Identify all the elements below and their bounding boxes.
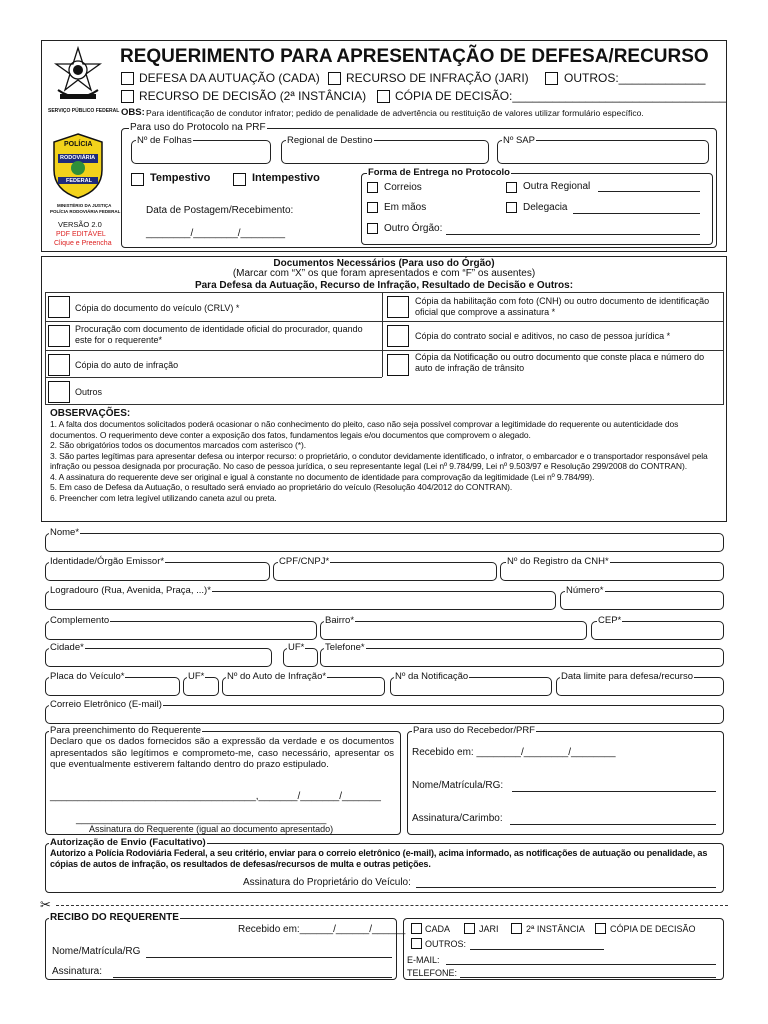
checkbox-doc-notificacao[interactable] bbox=[387, 354, 409, 376]
cidade-label: Cidade* bbox=[50, 642, 84, 653]
sap-label: Nº SAP bbox=[503, 135, 535, 146]
recebedor-assinatura-label: Assinatura/Carimbo: bbox=[412, 813, 503, 824]
outra-regional-label: Outra Regional bbox=[523, 181, 591, 192]
email-label: Correio Eletrônico (E-mail) bbox=[50, 699, 162, 710]
recebedor-nome-line[interactable] bbox=[512, 791, 716, 792]
obs-item: 1. A falta dos documentos solicitados poderá ocasionar o não conhecimento do pleito, caso não seja possível comprovar a legitimidade do requerente ou autenticidade dos documentos. O requerimento deve conter a exposição dos fatos, fundamentos legais e/ou documentos que comprovem o alegado. bbox=[50, 419, 679, 440]
recibo-email-line[interactable] bbox=[446, 964, 716, 965]
recebedor-legend: Para uso do Recebedor/PRF bbox=[413, 725, 535, 736]
bairro-field[interactable] bbox=[320, 621, 587, 640]
cnh-label: Nº do Registro da CNH* bbox=[507, 556, 609, 567]
grid-vline bbox=[382, 292, 383, 377]
checkbox-defesa-autuacao[interactable] bbox=[121, 72, 134, 85]
obs-label: OBS: bbox=[121, 107, 145, 118]
uf-veiculo-label: UF* bbox=[188, 671, 205, 682]
recibo-jari-label: JARI bbox=[479, 924, 499, 934]
doc-outros-label: Outros bbox=[75, 387, 103, 397]
option-copia-decisao: CÓPIA DE DECISÃO:________________________________ bbox=[395, 89, 726, 103]
observacoes-title: OBSERVAÇÕES: bbox=[50, 408, 131, 419]
recibo-email-label: E-MAIL: bbox=[407, 955, 440, 965]
option-outros: OUTROS:_____________ bbox=[564, 71, 706, 85]
notificacao-label: Nº da Notificação bbox=[395, 671, 469, 682]
logradouro-label: Logradouro (Rua, Avenida, Praça, ...)* bbox=[50, 585, 211, 596]
documentos-section: Para Defesa da Autuação, Recurso de Infração, Resultado de Decisão e Outros: bbox=[194, 280, 574, 291]
documentos-subtitle: (Marcar com “X” os que foram apresentados e com “F” os ausentes) bbox=[232, 268, 536, 279]
option-recurso-infracao: RECURSO DE INFRAÇÃO (JARI) bbox=[346, 71, 529, 85]
checkbox-intempestivo[interactable] bbox=[233, 173, 246, 186]
checkbox-correios[interactable] bbox=[367, 182, 378, 193]
bairro-label: Bairro* bbox=[325, 615, 355, 626]
doc-cnh-label: Cópia da habilitação com foto (CNH) ou outro documento de identificação oficial que comprove a assinatura * bbox=[415, 296, 710, 317]
recibo-recebido[interactable]: Recebido em:______/______/______ bbox=[238, 924, 406, 935]
checkbox-copia-decisao[interactable] bbox=[377, 90, 390, 103]
delegacia-label: Delegacia bbox=[523, 202, 568, 213]
recibo-outros-line[interactable] bbox=[470, 949, 604, 950]
checkbox-doc-auto[interactable] bbox=[48, 354, 70, 376]
checkbox-em-maos[interactable] bbox=[367, 202, 378, 213]
recibo-nome-line[interactable] bbox=[146, 957, 392, 958]
coat-of-arms-icon bbox=[50, 46, 106, 106]
checkbox-recibo-outros[interactable] bbox=[411, 938, 422, 949]
checkbox-outros[interactable] bbox=[545, 72, 558, 85]
badge-top-text: POLÍCIA bbox=[64, 141, 93, 148]
telefone-field[interactable] bbox=[320, 648, 724, 667]
data-postagem-label: Data de Postagem/Recebimento: bbox=[146, 205, 294, 216]
servico-publico-label: SERVIÇO PÚBLICO FEDERAL bbox=[48, 108, 120, 114]
obs-item: 5. Em caso de Defesa da Autuação, o resultado será enviado ao proprietário do veículo (Resolução 404/2012 do CONTRAN). bbox=[50, 482, 513, 492]
autorizacao-text: Autorizo a Polícia Rodoviária Federal, a seu critério, enviar para o correio eletrônico (e-mail), acima informado, as notificações de autuação ou penalidade, as cópias de autos de infração, os resultados de defesas/recursos de multa e outras petições. bbox=[50, 848, 708, 869]
uf-label: UF* bbox=[288, 642, 305, 653]
telefone-label: Telefone* bbox=[325, 642, 365, 653]
checkbox-doc-procuracao[interactable] bbox=[48, 325, 70, 347]
complemento-label: Complemento bbox=[50, 615, 110, 626]
option-defesa-autuacao: DEFESA DA AUTUAÇÃO (CADA) bbox=[139, 71, 320, 85]
recibo-assinatura-label: Assinatura: bbox=[52, 966, 103, 977]
recibo-telefone-line[interactable] bbox=[460, 977, 716, 978]
outro-orgao-label: Outro Órgão: bbox=[384, 223, 443, 234]
requerente-sign-line[interactable]: _____________________________________,_______/_______/_______ bbox=[50, 791, 381, 802]
identidade-label: Identidade/Órgão Emissor* bbox=[50, 556, 165, 567]
autorizacao-assinatura-line[interactable] bbox=[416, 887, 716, 888]
grid-hline-1 bbox=[45, 321, 724, 322]
checkbox-doc-contrato[interactable] bbox=[387, 325, 409, 347]
checkbox-recibo-copia[interactable] bbox=[595, 923, 606, 934]
checkbox-doc-outros[interactable] bbox=[48, 381, 70, 403]
tempestivo-label: Tempestivo bbox=[150, 172, 211, 184]
checkbox-recurso-decisao[interactable] bbox=[121, 90, 134, 103]
em-maos-label: Em mãos bbox=[384, 202, 427, 213]
recibo-title: RECIBO DO REQUERENTE bbox=[50, 912, 179, 923]
pdf-editavel-label: PDF EDITÁVEL bbox=[56, 231, 106, 238]
cut-line bbox=[56, 905, 728, 906]
cpf-label: CPF/CNPJ* bbox=[279, 556, 330, 567]
declaracao-text: Declaro que os dados fornecidos são a expressão da verdade e os documentos apresentados são legítimos e comprometo-me, caso necessário, apresentar os que eventualmente estiverem faltando dentro do prazo estipulado. bbox=[50, 736, 394, 770]
requerente-sign-blank[interactable]: _____________________________________________ bbox=[76, 814, 327, 825]
protocolo-legend: Para uso do Protocolo na PRF bbox=[130, 122, 266, 133]
intempestivo-label: Intempestivo bbox=[252, 172, 320, 184]
clique-label: Clique e Preencha bbox=[54, 240, 112, 247]
autorizacao-assinatura-label: Assinatura do Proprietário do Veículo: bbox=[243, 877, 411, 888]
data-limite-label: Data limite para defesa/recurso bbox=[561, 671, 694, 682]
badge-bot-text: FEDERAL bbox=[66, 178, 92, 184]
recibo-cada-label: CADA bbox=[425, 924, 451, 934]
recibo-outros-label: OUTROS: bbox=[425, 939, 467, 949]
checkbox-outro-orgao[interactable] bbox=[367, 223, 378, 234]
recebedor-recebido[interactable]: Recebido em: ________/________/________ bbox=[412, 747, 616, 758]
observacoes-list bbox=[50, 419, 722, 503]
versao-label: VERSÃO 2.0 bbox=[58, 220, 102, 229]
recebedor-assinatura-line[interactable] bbox=[510, 824, 716, 825]
numero-label: Número* bbox=[566, 585, 604, 596]
obs-item: 3. São partes legítimas para apresentar defesa ou interpor recurso: o proprietário, o condutor devidamente identificado, o infrator, o embarcador e o transportador responsável pela infração ou pessoa designada por procuração. No caso de pessoa jurídica, o seu representante legal (Lei nº 9.784/99, Lei nº 9.503/97 e Resolução 299/2008 do CONTRAN). bbox=[50, 450, 708, 471]
recibo-telefone-label: TELEFONE: bbox=[407, 968, 458, 978]
checkbox-outra-regional[interactable] bbox=[506, 182, 517, 193]
doc-procuracao-label: Procuração com documento de identidade oficial do procurador, quando este for o requerente* bbox=[75, 324, 363, 345]
checkbox-recibo-cada[interactable] bbox=[411, 923, 422, 934]
cep-label: CEP* bbox=[598, 615, 622, 626]
obs-text: Para identificação de condutor infrator; pedido de penalidade de advertência ou restituição de valores utilizar formulário específico. bbox=[146, 108, 644, 118]
doc-contrato-label: Cópia do contrato social e aditivos, no caso de pessoa jurídica * bbox=[415, 331, 671, 341]
checkbox-tempestivo[interactable] bbox=[131, 173, 144, 186]
checkbox-doc-cnh[interactable] bbox=[387, 296, 409, 318]
delegacia-line[interactable] bbox=[573, 213, 700, 214]
placa-label: Placa do Veículo* bbox=[50, 671, 125, 682]
forma-entrega-legend: Forma de Entrega no Protocolo bbox=[368, 167, 510, 178]
correios-label: Correios bbox=[384, 182, 422, 193]
documentos-title: Documentos Necessários (Para uso do Órgão) bbox=[273, 258, 495, 269]
ministerio-line1: MINISTÉRIO DA JUSTIÇA bbox=[57, 203, 112, 208]
option-recurso-decisao: RECURSO DE DECISÃO (2ª INSTÂNCIA) bbox=[139, 89, 367, 103]
checkbox-recibo-segunda[interactable] bbox=[511, 923, 522, 934]
regional-destino-label: Regional de Destino bbox=[287, 135, 373, 146]
checkbox-recurso-infracao[interactable] bbox=[328, 72, 341, 85]
folhas-label: Nº de Folhas bbox=[137, 135, 192, 146]
grid-hline-3 bbox=[45, 377, 382, 378]
obs-item: 2. São obrigatórios todos os documentos marcados com asterisco (*). bbox=[50, 440, 306, 450]
outra-regional-line[interactable] bbox=[598, 191, 700, 192]
requerente-assinatura-label: Assinatura do Requerente (igual ao documento apresentado) bbox=[89, 824, 334, 834]
nome-field[interactable] bbox=[45, 533, 724, 552]
autorizacao-legend: Autorização de Envio (Facultativo) bbox=[50, 837, 206, 848]
outro-orgao-line[interactable] bbox=[446, 234, 700, 235]
recebedor-nome-label: Nome/Matrícula/RG: bbox=[412, 780, 504, 791]
ministerio-line2: POLÍCIA RODOVIÁRIA FEDERAL bbox=[50, 209, 121, 214]
data-postagem-blank[interactable]: ________/________/________ bbox=[146, 228, 286, 239]
checkbox-doc-crlv[interactable] bbox=[48, 296, 70, 318]
recibo-nome-label: Nome/Matrícula/RG bbox=[52, 946, 141, 957]
recibo-segunda-label: 2ª INSTÂNCIA bbox=[526, 924, 585, 934]
doc-notificacao-label: Cópia da Notificação ou outro documento que conste placa e número do auto de infração de trânsito bbox=[415, 352, 705, 373]
doc-auto-label: Cópia do auto de infração bbox=[75, 360, 179, 370]
page-title: REQUERIMENTO PARA APRESENTAÇÃO DE DEFESA/RECURSO bbox=[120, 46, 709, 67]
auto-infracao-label: Nº do Auto de Infração* bbox=[227, 671, 327, 682]
scissors-icon: ✂ bbox=[40, 897, 51, 912]
obs-item: 6. Preencher com letra legível utilizando caneta azul ou preta. bbox=[50, 492, 277, 503]
recibo-assinatura-line[interactable] bbox=[113, 977, 392, 978]
doc-crlv-label: Cópia do documento do veículo (CRLV) * bbox=[75, 303, 240, 313]
nome-label: Nome* bbox=[50, 527, 80, 538]
checkbox-delegacia[interactable] bbox=[506, 202, 517, 213]
recibo-copia-label: CÓPIA DE DECISÃO bbox=[610, 924, 696, 934]
badge-mid-text: RODOVIÁRIA bbox=[60, 155, 96, 161]
obs-item: 4. A assinatura do requerente deve ser original e igual à constante no documento de identidade para comprovação da legitimidade (Lei nº 9.784/99). bbox=[50, 471, 595, 482]
requerente-legend: Para preenchimento do Requerente bbox=[50, 725, 202, 736]
checkbox-recibo-jari[interactable] bbox=[464, 923, 475, 934]
grid-hline-2 bbox=[45, 350, 724, 351]
